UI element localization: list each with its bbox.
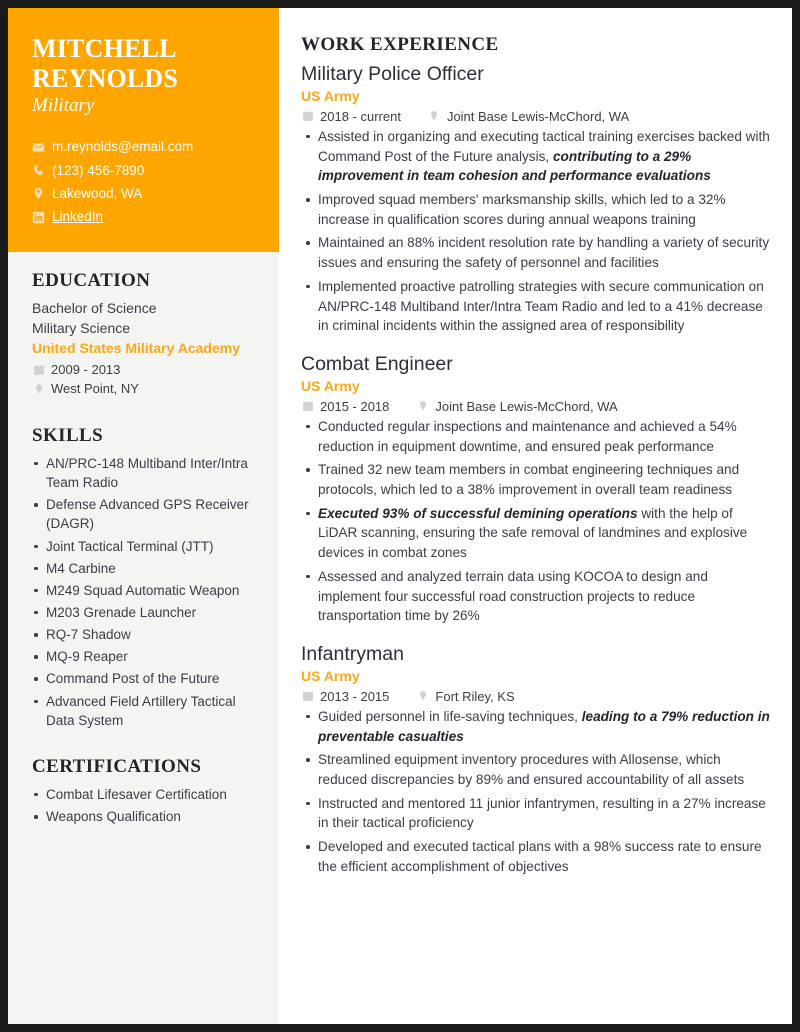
list-item [301,277,770,336]
list-item: Defense Advanced GPS Receiver (DAGR) [32,495,255,533]
list-item [301,567,770,626]
bullet-text: Implemented proactive patrolling strategies with secure communication on AN/PRC-148 Multiband Inter/Intra Team Radio and led to a 41% decrease in criminal incidents within the assigned area of responsibility [318,278,764,334]
list-item [301,750,770,789]
location-pin-icon [416,690,429,703]
list-item: Advanced Field Artillery Tactical Data System [32,692,255,730]
contact-email[interactable] [32,137,255,157]
bullet-text: Guided personnel in life-saving techniques, [318,708,582,724]
certifications-heading: CERTIFICATIONS [32,755,202,777]
education-dates-row [32,360,255,380]
list-item [301,233,770,272]
job-location: Fort Riley, KS [435,688,515,704]
list-item [301,504,770,563]
list-item: Joint Tactical Terminal (JTT) [32,537,255,556]
job-entry [301,352,770,626]
main-column [279,8,792,1024]
contact-list [32,137,255,227]
job-dates: 2013 - 2015 [320,688,390,704]
job-meta [301,109,770,124]
bullet-text: Assessed and analyzed terrain data using KOCOA to design and implement four successful road construction projects to reduce transportation time by 26% [318,568,708,624]
jobs-container [301,62,770,877]
location-pin-icon [428,110,441,123]
education-school: United States Military Academy [32,340,240,356]
job-dates: 2015 - 2018 [320,398,390,414]
calendar-icon [301,110,314,123]
list-item [301,127,770,186]
location-icon [32,187,45,200]
location-pin-icon [416,400,429,413]
resume-page [8,8,792,1024]
linkedin-icon [32,211,45,224]
skills-list [32,454,255,730]
contact-email-text: m.reynolds@email.com [52,139,194,155]
education-dates: 2009 - 2013 [51,361,121,377]
education-location: West Point, NY [51,381,139,397]
job-location: Joint Base Lewis-McChord, WA [446,108,630,124]
calendar-icon [301,690,314,703]
contact-location[interactable] [32,184,255,204]
list-item [301,460,770,499]
list-item: M203 Grenade Launcher [32,603,255,622]
certifications-list [32,785,255,826]
job-entry [301,642,770,877]
job-dates-row [301,109,401,124]
bullet-text: Instructed and mentored 11 junior infantrymen, resulting in a 27% increase in their tactical proficiency [318,795,766,831]
bullet-text: Assisted in organizing and executing tactical training exercises backed with Command Post of the Future analysis, [318,128,770,164]
list-item [301,707,770,746]
job-entry [301,62,770,336]
skills-heading: SKILLS [32,424,104,446]
job-location: Joint Base Lewis-McChord, WA [435,398,618,414]
contact-linkedin[interactable] [32,207,255,227]
contact-linkedin-text[interactable]: LinkedIn [52,209,104,224]
job-dates: 2018 - current [320,108,401,124]
bullet-text: Maintained an 88% incident resolution rate by handling a variety of security issues and ensuring the safety of personnel and facilities [318,235,770,271]
list-item: M249 Squad Automatic Weapon [32,581,255,600]
phone-icon [32,164,45,177]
calendar-icon [301,400,314,413]
bullet-text: Conducted regular inspections and maintenance and achieved a 54% reduction in equipment downtime, and ensured peak performance [318,418,737,454]
bullet-text: Streamlined equipment inventory procedures with Allosense, which reduced discrepancies by 89% and ensured accountability of all assets [318,752,745,788]
email-icon [32,141,45,154]
job-title: Infantryman [301,643,404,665]
job-location-row [416,399,617,414]
contact-phone[interactable] [32,161,255,181]
job-location-row [416,689,514,704]
job-company: US Army [301,668,360,685]
job-bullets [301,417,770,626]
education-degree: Bachelor of Science [32,300,157,317]
education-field: Military Science [32,320,131,337]
list-item: M4 Carbine [32,559,255,578]
list-item [301,837,770,876]
education-location-row [32,379,255,399]
job-title: Combat Engineer [301,353,453,375]
list-item [301,190,770,229]
calendar-icon [32,363,45,376]
list-item [301,417,770,456]
emphasis-text: leading to a 79% reduction in preventable casualties [318,708,770,744]
job-bullets [301,127,770,336]
job-location-row [428,109,629,124]
bullet-text: with the help of LiDAR scanning, ensuring the safe removal of landmines and explosive devices in combat zones [318,505,748,561]
job-dates-row [301,689,389,704]
candidate-role: Military [32,95,95,117]
emphasis-text: Executed 93% of successful demining operations [318,505,638,521]
candidate-name-line2: REYNOLDS [32,63,179,93]
bullet-text: Improved squad members' marksmanship skills, which led to a 32% increase in qualification scores during annual weapons training [318,192,726,227]
job-company: US Army [301,378,360,395]
bullet-text: Developed and executed tactical plans with a 98% success rate to ensure the efficient accomplishment of objectives [318,839,762,874]
list-item: Combat Lifesaver Certification [32,785,255,804]
education-heading: EDUCATION [32,270,151,292]
job-company: US Army [301,88,360,105]
header-block [8,8,279,252]
job-dates-row [301,399,389,414]
list-item: MQ-9 Reaper [32,647,255,666]
candidate-name-line1: MITCHELL [32,34,177,63]
job-meta [301,399,770,414]
list-item: RQ-7 Shadow [32,625,255,644]
list-item [301,794,770,833]
emphasis-text: contributing to a 29% improvement in team cohesion and performance evaluations [318,148,711,184]
sidebar [8,8,279,1024]
job-bullets [301,707,770,877]
location-pin-icon [32,383,45,396]
sidebar-body [8,252,279,1024]
bullet-text: Trained 32 new team members in combat engineering techniques and protocols, which led to a 38% improvement in overall team readiness [318,462,740,498]
list-item: AN/PRC-148 Multiband Inter/Intra Team Radio [32,454,255,492]
contact-phone-text: (123) 456-7890 [52,162,145,178]
list-item: Weapons Qualification [32,807,255,826]
work-experience-heading: WORK EXPERIENCE [301,34,499,55]
list-item: Command Post of the Future [32,669,255,688]
candidate-name [32,34,255,93]
job-title: Military Police Officer [301,63,484,85]
job-meta [301,689,770,704]
contact-location-text: Lakewood, WA [52,185,143,201]
